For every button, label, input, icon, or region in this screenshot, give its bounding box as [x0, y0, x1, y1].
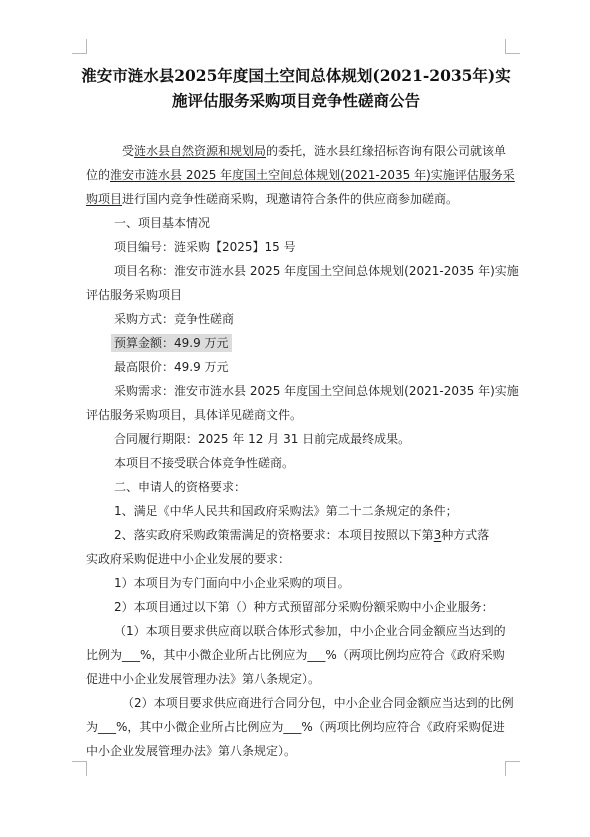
project-name-line-2: 评估服务采购项目 — [86, 288, 183, 302]
sub-item-2-1-line-3: 促进中小企业发展管理办法》第八条规定）。 — [86, 672, 321, 686]
intro-line-3 — [86, 189, 506, 209]
project-name-line-1: 项目名称：淮安市涟水县 2025 年度国土空间总体规划(2021-2035 年)实施 — [114, 264, 519, 278]
max-price: 最高限价：49.9 万元 — [114, 360, 229, 374]
intro-line-1 — [86, 141, 542, 161]
intro-text: 的委托，涟水县红缘招标咨询有限公司就该单 — [266, 144, 507, 158]
budget-amount-highlight: 预算金额：49.9 万元 — [111, 334, 232, 352]
section-2-heading: 二、申请人的资格要求： — [114, 480, 247, 494]
client-name: 涟水县自然资源和规划局 — [134, 144, 267, 158]
sub-item-1: 1）本项目为专门面向中小企业采购的项目。 — [114, 576, 350, 590]
req2-text: 2、落实政府采购政策需满足的资格要求：本项目按照以下第 — [114, 528, 434, 542]
intro-text: 受 — [122, 144, 135, 158]
project-name-underlined: 淮安市涟水县 2025 年度国土空间总体规划(2021-2035 年)实施评估服务采 — [110, 168, 515, 182]
crop-mark-top-left — [72, 39, 87, 54]
req2-text: 种方式落 — [441, 528, 490, 542]
requirement-line-2: 评估服务采购项目，具体详见磋商文件。 — [86, 408, 303, 422]
intro-text: 进行国内竞争性磋商采购，现邀请符合条件的供应商参加磋商。 — [122, 192, 459, 206]
intro-line-2 — [86, 165, 515, 185]
section-1-heading: 一、项目基本情况 — [114, 216, 211, 230]
sub-item-2-1-line-2: 比例为___%，其中小微企业所占比例应为___%（两项比例均应符合《政府采购 — [86, 648, 505, 662]
contract-period: 合同履行期限：2025 年 12 月 31 日前完成最终成果。 — [114, 432, 411, 446]
sub-item-2: 2）本项目通过以下第（）种方式预留部分采购份额采购中小企业服务： — [114, 600, 494, 614]
sub-item-2-2-line-2: 为___%，其中小微企业所占比例应为___%（两项比例均应符合《政府采购促进 — [86, 720, 505, 734]
project-name-underlined: 购项目 — [86, 192, 123, 206]
sub-item-2-1-line-1: （1）本项目要求供应商以联合体形式参加，中小企业合同金额应当达到的 — [114, 624, 506, 638]
project-number: 项目编号：涟采购【2025】15 号 — [114, 240, 296, 254]
document-title-line-2: 施评估服务采购项目竞争性磋商公告 — [171, 91, 420, 110]
requirement-line-1: 采购需求：淮安市涟水县 2025 年度国土空间总体规划(2021-2035 年)实施 — [114, 384, 519, 398]
intro-text: 位的 — [86, 168, 111, 182]
consortium-note: 本项目不接受联合体竞争性磋商。 — [114, 456, 295, 470]
document-title-line-1: 淮安市涟水县2025年度国土空间总体规划(2021-2035年)实 — [81, 66, 511, 85]
crop-mark-bottom-left — [72, 761, 87, 776]
sub-item-2-2-line-1: （2）本项目要求供应商进行合同分包，中小企业合同金额应当达到的比例 — [122, 696, 514, 710]
crop-mark-bottom-right — [505, 761, 520, 776]
qualification-req-1: 1、满足《中华人民共和国政府采购法》第二十二条规定的条件； — [114, 504, 458, 518]
crop-mark-top-right — [505, 39, 520, 54]
qualification-req-2-line-1 — [86, 525, 534, 545]
budget-line — [86, 333, 531, 353]
qualification-req-2-line-2: 实政府采购促进中小企业发展的要求： — [86, 552, 291, 566]
procurement-method: 采购方式：竞争性磋商 — [114, 312, 235, 326]
req2-method-number: 3 — [433, 528, 442, 542]
sub-item-2-2-line-3: 中小企业发展管理办法》第八条规定）。 — [86, 744, 297, 758]
